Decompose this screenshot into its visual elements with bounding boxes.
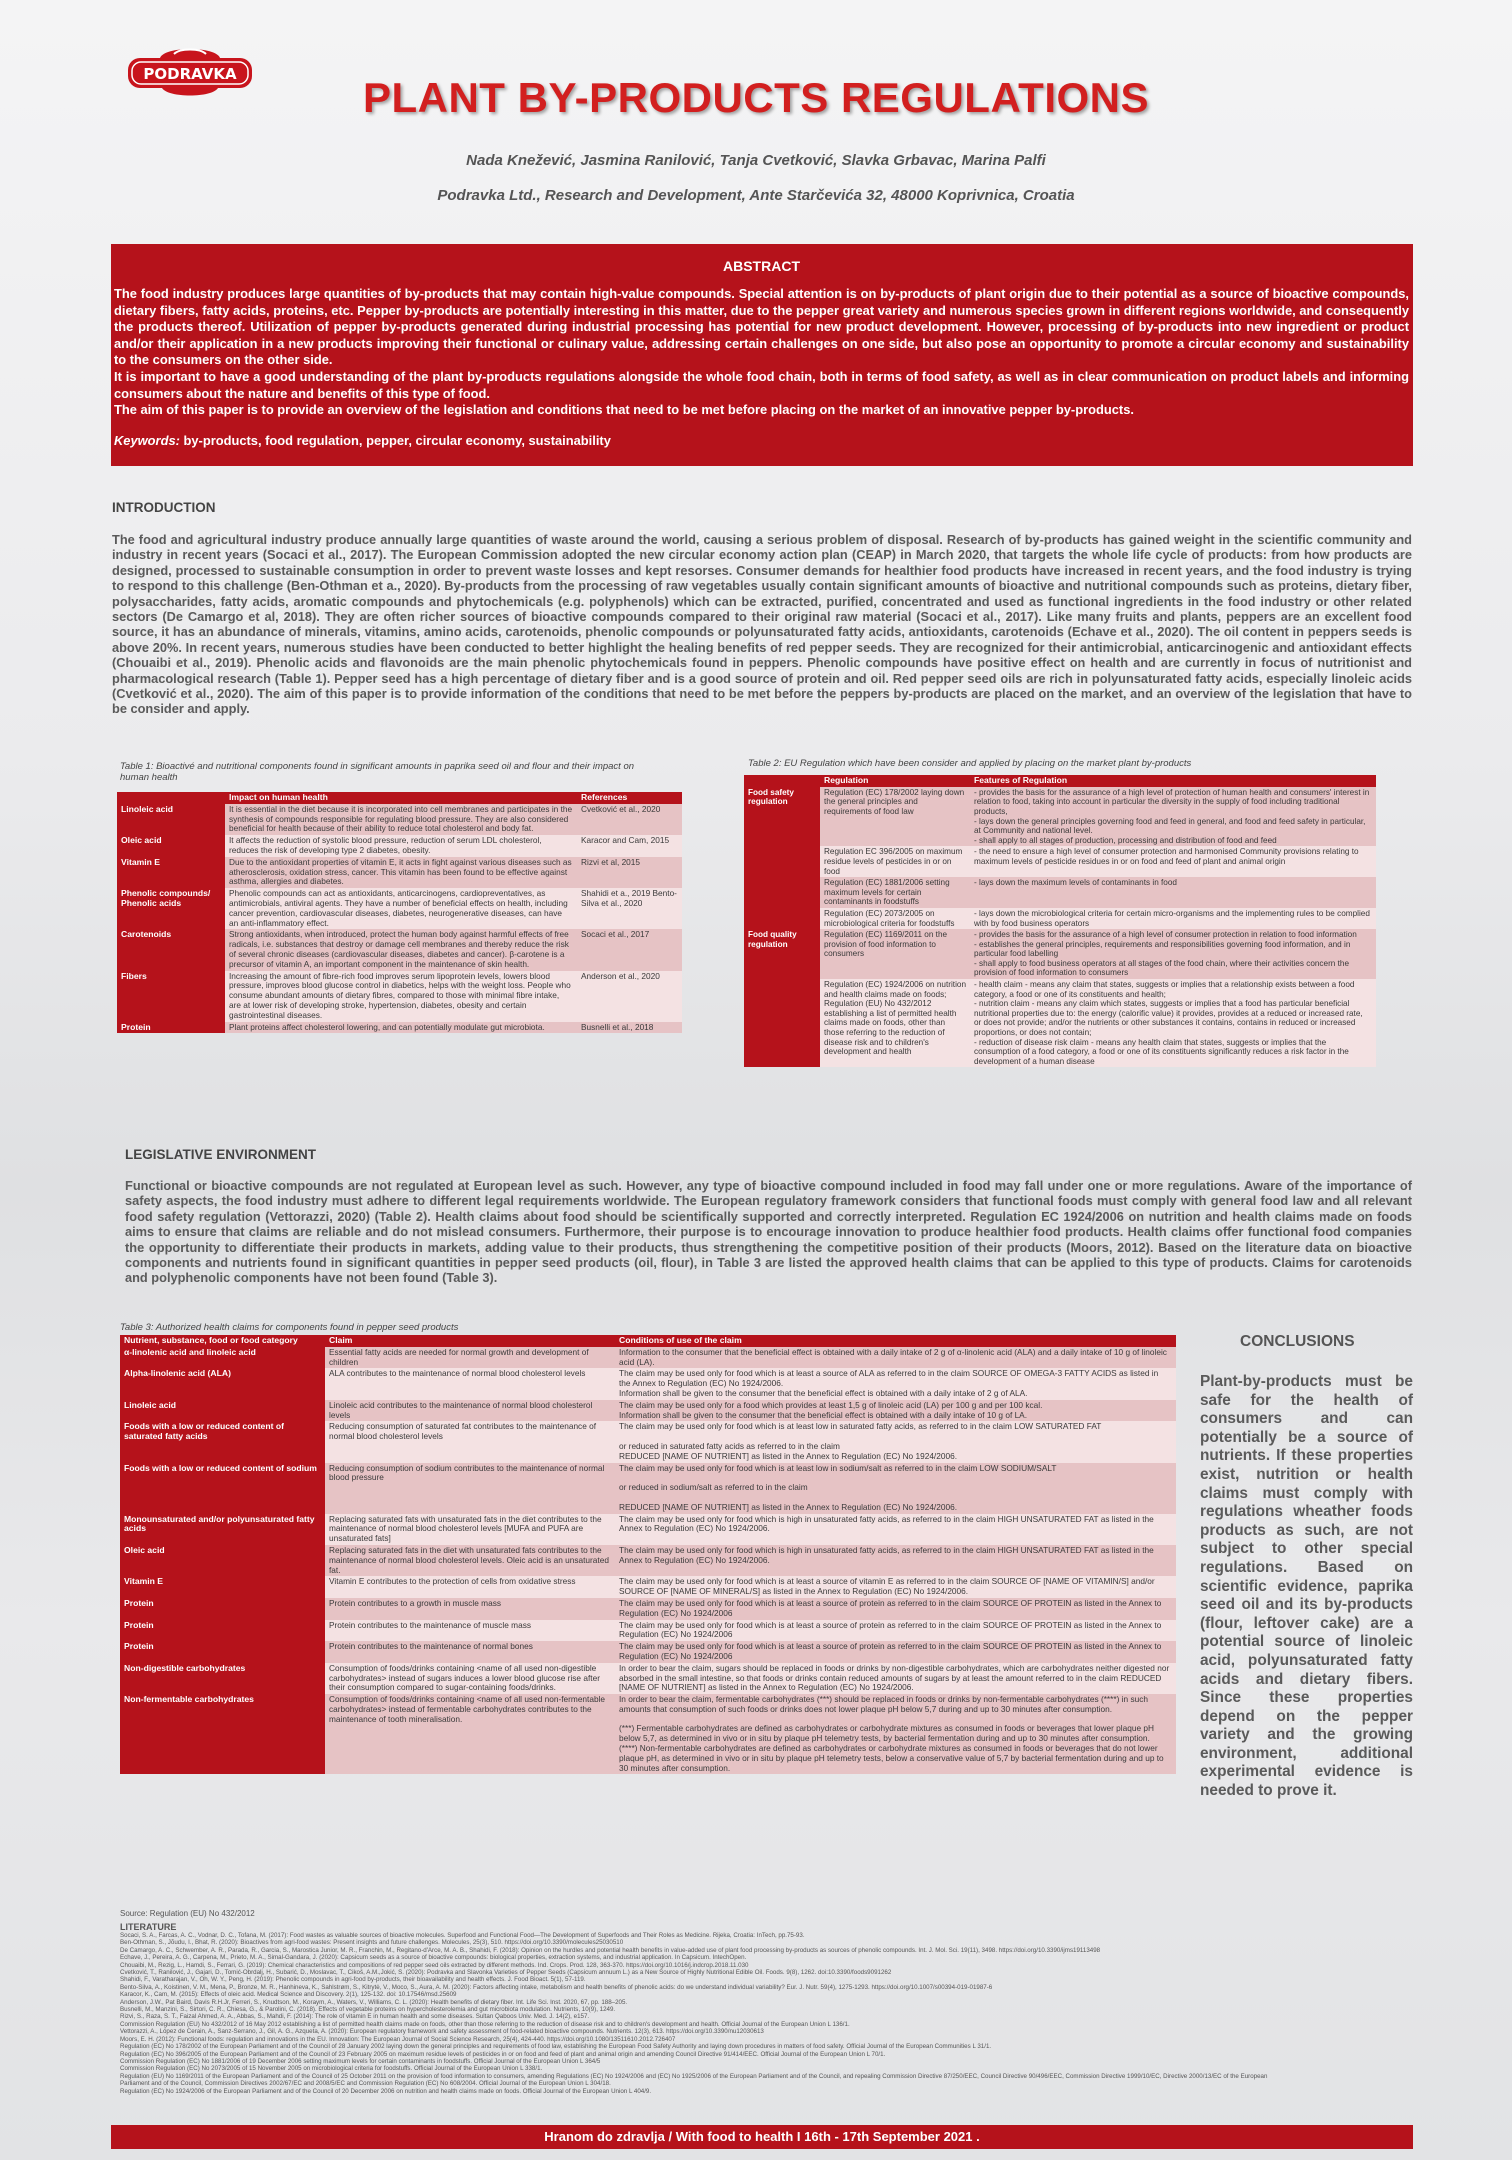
table1-cell: Strong antioxidants, when introduced, protect the human body against harmful effects of free radicals, i.e. substances that destroy or damage cell membranes and thereby reduce the risk of several chronic diseases (cardiovascular diseases, diabetes and cancer). β-carotene is a precursor of vitamin A, an important component in the maintenance of skin health. (225, 929, 577, 970)
table1-cell: Rizvi et al, 2015 (577, 857, 682, 888)
table2-group-cell: Food quality regulation (744, 929, 820, 1067)
table-row (117, 835, 682, 857)
table1-cell: Due to the antioxidant properties of vitamin E, it acts in fight against various diseases such as atherosclerosis, oxidation stress, cancer. This vitamin has been found to be effective against asthma, allergies and diabetes. (225, 857, 577, 888)
keywords-label: Keywords: (114, 432, 180, 448)
table-row (120, 1545, 1176, 1576)
literature-item: Commission Regulation (EC) No 1881/2006 of 19 December 2006 setting maximum levels for certain contaminants in foodstuffs. Official Journal of the European Union L 364/5 (120, 2057, 601, 2065)
table1-header-cell (117, 792, 225, 804)
table2-cell: Regulation (EC) 2073/2005 on microbiological criteria for foodstuffs (820, 908, 970, 929)
table3-header-row (120, 1335, 1176, 1347)
table-row (120, 1663, 1176, 1694)
literature-item: De Camargo, A. C., Schwember, A. R., Parada, R., Garcia, S., Marostica Junior, M. R., Franchin, M., Regitano-d'Arce, M. A. B., Shahidi, F. (2018): Opinion on the hurdles and potential health benefits in value-added use of plant food processing by-products as sources of phenolic compounds. Int. J. Mol. Sci. 19(11), 3498. https://doi.org/10.3390/ijms19113498 (120, 1946, 1101, 1954)
table3-cell: Essential fatty acids are needed for normal growth and development of children (325, 1347, 615, 1369)
table1-cell: Cvetković et al., 2020 (577, 804, 682, 835)
literature-item: Rizvi, S., Raza, S. T., Faizal Ahmed, A. A., Abbas, S., Mahdi, F. (2014): The role of vitamin E in human health and some diseases. Sultan Qaboos Univ. Med. J. 14(2), e157. (120, 2013, 590, 2021)
table3-cell: The claim may be used only for food which is at least low in saturated fatty acids, as referred to in the claim LOW SATURATED FAT or reduced in saturated fatty acids as referred to in the claim REDUCED [NAME OF NUTRIENT] as listed in the Annex to Regulation (EC) No 1924/2006. (615, 1421, 1176, 1462)
table2-cell: - provides the basis for the assurance of a high level of protection of human health and consumers' interest in relation to food, taking into account in particular the diversity in the supply of food including traditional products, - lays down the general principles governing food and feed in general, and food and feed safety in particular, at Community and national level. - shall apply to all stages of production, processing and distribution of food and feed (970, 787, 1376, 847)
table2-cell: Regulation (EC) 1169/2011 on the provision of food information to consumers (820, 929, 970, 979)
table3-cell: Monounsaturated and/or polyunsaturated fatty acids (120, 1514, 325, 1545)
table2-header-cell: Regulation (820, 775, 970, 787)
table2-header-cell (744, 775, 820, 787)
table3-cell: The claim may be used only for food which is high in unsaturated fatty acids, as referred to in the claim HIGH UNSATURATED FAT as listed in the Annex to Regulation (EC) No 1924/2006. (615, 1545, 1176, 1576)
table1-cell: It is essential in the diet because it is incorporated into cell membranes and participates in the synthesis of compounds responsible for regulating blood pressure. They are also considered beneficial for health because of their ability to reduce total cholesterol and body fat. (225, 804, 577, 835)
table3-cell: Linoleic acid contributes to the maintenance of normal blood cholesterol levels (325, 1400, 615, 1422)
table3-cell: The claim may be used only for food which is at least a source of protein as referred to in the claim SOURCE OF PROTEIN as listed in the Annex to Regulation (EC) No 1924/2006 (615, 1598, 1176, 1620)
table2-cell: - health claim - means any claim that states, suggests or implies that a relationship exists between a food category, a food or one of its constituents and health; - nutrition claim - means any claim which states, suggests or implies that a food has particular beneficial nutritional properties due to: the energy (calorific value) it provides, provides at a reduced or increased rate, or does not provide; and/or the nutrients or other substances it contains, contains in reduced or increased proportions, or does not contain; - reduction of disease risk claim - means any health claim that states, suggests or implies that the consumption of a food category, a food or one of its constituents significantly reduces a risk factor in the development of a human disease (970, 979, 1376, 1067)
table3-cell: In order to bear the claim, sugars should be replaced in foods or drinks by non-digestible carbohydrates, which are carbohydrates neither digested nor absorbed in the small intestine, so that foods or drinks contain reduced amounts of sugars by at least the amount referred to in the claim REDUCED [NAME OF NUTRIENT] as listed in the Annex to Regulation (EC) No 1924/2006. (615, 1663, 1176, 1694)
table1-cell: Karacor and Cam, 2015 (577, 835, 682, 857)
table3-cell: Vitamin E contributes to the protection of cells from oxidative stress (325, 1576, 615, 1598)
table-row (744, 929, 1376, 979)
table3-cell: Vitamin E (120, 1576, 325, 1598)
footer-banner: Hranom do zdravlja / With food to health I 16th - 17th September 2021 . (111, 2125, 1413, 2149)
table-row (744, 979, 1376, 1067)
table1-cell: Socaci et al., 2017 (577, 929, 682, 970)
literature-item: Regulation (EU) No 1169/2011 of the European Parliament and of the Council of 25 October 2011 on the provision of food information to consumers, amending Regulations (EC) No 1924/2006 and (EC) No 1925/2006 of the European Parliament and of the Council, and repealing Commission Directive 87/250/EEC, Council Directive 90/496/EEC, Commission Directive 1999/10/EC, Directive 2000/13/EC of the European (120, 2072, 1268, 2080)
table3-cell: The claim may be used only for food which is high in unsaturated fatty acids, as referred to in the claim HIGH UNSATURATED FAT as listed in the Annex to Regulation (EC) No 1924/2006. (615, 1514, 1176, 1545)
table1-caption: Table 1: Bioactivé and nutritional components found in significant amounts in paprika seed oil and flour and their impact on human health (120, 761, 635, 783)
table1-cell: Carotenoids (117, 929, 225, 970)
table-row (120, 1514, 1176, 1545)
table-row (117, 1022, 682, 1034)
table3-cell: Foods with a low or reduced content of sodium (120, 1463, 325, 1514)
table-row (117, 971, 682, 1022)
logo-text: PODRAVKA (143, 65, 237, 83)
table-row (120, 1694, 1176, 1774)
table2-header-cell: Features of Regulation (970, 775, 1376, 787)
literature-item: Socaci, S. A., Farcas, A. C., Vodnar, D. C., Tofana, M. (2017): Food wastes as valuable sources of bioactive molecules. Superfood and Functional Food—The Development of Superfoods and Their Roles as Medicine. Rijeka, Croatia: InTech, pp.75-93. (120, 1932, 805, 1939)
table2-cell: - lays down the maximum levels of contaminants in food (970, 877, 1376, 908)
table1-header-row (117, 792, 682, 804)
table-row (120, 1641, 1176, 1663)
table1-cell: Phenolic compounds/ Phenolic acids (117, 888, 225, 929)
table2-header-row (744, 775, 1376, 787)
table3-cell: Non-fermentable carbohydrates (120, 1694, 325, 1774)
table-row (744, 846, 1376, 877)
table3-cell: Protein contributes to the maintenance of normal bones (325, 1641, 615, 1663)
table2-cell: - provides the basis for the assurance of a high level of consumer protection in relation to food information - establishes the general principles, requirements and responsibilities governing food information, and in particular food labelling - shall apply to food business operators at all stages of the food chain, where their activities concern the provision of food information to consumers (970, 929, 1376, 979)
table3-header-cell: Claim (325, 1335, 615, 1347)
table1-cell: Shahidi et a., 2019 Bento-Silva et al., 2020 (577, 888, 682, 929)
table3-cell: Foods with a low or reduced content of saturated fatty acids (120, 1421, 325, 1462)
literature-item: Echave, J., Pereira, A. G., Carpena, M., Prieto, M. A., Simal-Gandara, J. (2020): Capsicum seeds as a source of bioactive compounds: biological properties, extraction systems, and industrial application. In Capsicum. IntechOpen. (120, 1954, 747, 1962)
table3-cell: Linoleic acid (120, 1400, 325, 1422)
table-row (120, 1463, 1176, 1514)
table3-caption: Table 3: Authorized health claims for components found in pepper seed products (120, 1322, 459, 1333)
table3-cell: ALA contributes to the maintenance of normal blood cholesterol levels (325, 1368, 615, 1399)
table1-cell: Anderson et al., 2020 (577, 971, 682, 1022)
table3-cell: Non-digestible carbohydrates (120, 1663, 325, 1694)
conclusions-text: Plant-by-products must be safe for the health of consumers and can potentially be a source of nutrients. If these properties exist, nutrition or health claims must comply with regulations wheather foods products as such, are not subject to other special regulations. Based on scientific evidence, paprika seed oil and its by-products (flour, leftover cake) are a potential source of linoleic acid, polyunsaturated fatty acids and dietary fibers. Since these properties depend on the pepper variety and the growing environment, additional experimental evidence is needed to prove it. (1200, 1373, 1413, 1800)
table1-cell: Phenolic compounds can act as antioxidants, anticarcinogens, cardiopreventatives, as antimicrobials, antiviral agents. They have a number of beneficial effects on health, including cancer prevention, cardiovascular diseases, diabetes, neurogenerative diseases, can have an anti-inflammatory effect. (225, 888, 577, 929)
table3-cell: The claim may be used only for food which is at least a source of protein as referred to in the claim SOURCE OF PROTEIN as listed in the Annex to Regulation (EC) No 1924/2006 (615, 1641, 1176, 1663)
authors: Nada Knežević, Jasmina Ranilović, Tanja Cvetković, Slavka Grbavac, Marina Palfi (466, 152, 1046, 169)
abstract-heading: ABSTRACT (723, 258, 800, 274)
table-row (120, 1598, 1176, 1620)
abstract-paragraph-1: The food industry produces large quantities of by-products that may contain high-value compounds. Special attention is on by-products of plant origin due to their potential as a source of bioactive compounds, dietary fibers, fatty acids, proteins, etc. Pepper by-products are potentially interesting in this matter, due to the pepper great variety and numerous species grown in different regions worldwide, and consequently the products thereof. Utilization of pepper by-products generated during industrial processing has potential for new product development. However, processing of by-products into new ingredient or product and/or their application in a new products improving their functional or culinary value, addressing certain challenges on one side, but also pose an opportunity to promote a circular economy and sustainability to the consumers on the other side. (114, 286, 1409, 368)
legislative-heading: LEGISLATIVE ENVIRONMENT (125, 1147, 317, 1162)
table3-cell: Protein (120, 1598, 325, 1620)
literature-item: Busnelli, M., Manzini, S., Sirtori, C. R., Chiesa, G., & Parolini, C. (2018). Effects of vegetable proteins on hypercholesterolemia and gut microbiota modulation. Nutrients, 10(9), 1249. (120, 2006, 616, 2014)
table-row (120, 1400, 1176, 1422)
table2-cell: Regulation (EC) 1881/2006 setting maximum levels for certain contaminants in foodstuffs (820, 877, 970, 908)
introduction-text: The food and agricultural industry produce annually large quantities of waste around the world, causing a serious problem of disposal. Research of by-products has gained weight in the scientific community and industry in recent years (Socaci et al., 2017). The European Commission adopted the new circular economy action plan (CEAP) in March 2020, that targets the whole life cycle of products: from how products are designed, processed to sustainable consumption in order to prevent waste losses and kept resorses. Consumer demands for healthier food products have increased in recent years, and the food industry is trying to respond to this challenge (Ben-Othman et a., 2020). By-products from the processing of raw vegetables usually contain significant amounts of bioactive and nutritional compounds such as proteins, dietary fiber, polysaccharides, fatty acids, aromatic compounds and phytochemicals (e.g. polyphenols) which can be extracted, purified, concentrated and used as functional ingredients in the food industry or other related sectors (De Camargo et al, 2018). They are often richer sources of bioactive compounds compared to their original raw material (Socaci et al., 2017). Like many fruits and plants, peppers are an excellent food source, it has an abundance of minerals, vitamins, amino acids, carotenoids, phenolic compounds or polyunsaturated fatty acids, antioxidants, carotenoids (Echave et al., 2020). The oil content in peppers seeds is above 20%. In recent years, numerous studies have been conducted to better highlight the healing benefits of red pepper seeds. They are recognized for their antimicrobial, anticarcinogenic and antioxidant effects (Chouaibi et al., 2019). Phenolic acids and flavonoids are the main phenolic phytochemicals found in peppers. Phenolic compounds have positive effect on health and are currently in focus of nutritionist and pharmacological research (Table 1). Pepper seed has a high percentage of dietary fiber and is a good source of protein and oil. Red pepper seed oils are rich in polyunsaturated fatty acids, especially linoleic acids (Cvetković et al., 2020). The aim of this paper is to provide information of the conditions that need to be met before the peppers by-products are placed on the market, and an overview of the legislation that have to be consider and apply. (112, 532, 1412, 717)
table-row (744, 877, 1376, 908)
introduction-heading: INTRODUCTION (112, 500, 216, 515)
table3-header-cell: Nutrient, substance, food or food category (120, 1335, 325, 1347)
table2-cell: - lays down the microbiological criteria for certain micro-organisms and the implementing rules to be complied with by food business operators (970, 908, 1376, 929)
table3-cell: Replacing saturated fats with unsaturated fats in the diet contributes to the maintenance of normal blood cholesterol levels [MUFA and PUFA are unsaturated fats] (325, 1514, 615, 1545)
literature-heading: LITERATURE (120, 1922, 177, 1932)
abstract-keywords (114, 433, 1409, 450)
table-row (117, 804, 682, 835)
legislative-text: Functional or bioactive compounds are not regulated at European level as such. However, any type of bioactive compound included in food may fall under one or more regulations. Aware of the importance of safety aspects, the food industry must adhere to different legal requirements worldwide. The European regulatory framework considers that functional foods must comply with general food law and all relevant food safety regulation (Vettorazzi, 2020) (Table 2). Health claims about food should be scientifically supported and correctly interpreted. Regulation EC 1924/2006 on nutrition and health claims made on foods aims to ensure that claims are reliable and do not mislead consumers. Furthermore, their purpose is to encourage innovation to produce healthier food products. Health claims offer functional food companies the opportunity to differentiate their products in markets, adding value to their products, thus strengthening the competitive position of their products (Moors, 2012). Based on the literature data on bioactive components and nutrients found in significant quantities in pepper seed products (oil, flour), in Table 3 are listed the approved health claims that can be applied to this type of products. Claims for carotenoids and polyphenolic components have not been found (Table 3). (125, 1178, 1412, 1286)
table2-cell: - the need to ensure a high level of consumer protection and harmonised Community provisions relating to maximum levels of pesticide residues in or on food and feed of plant and animal origin (970, 846, 1376, 877)
table-row (120, 1620, 1176, 1642)
table2-cell: Regulation (EC) 1924/2006 on nutrition and health claims made on foods; Regulation (EU) No 432/2012 establishing a list of permitted health claims made on foods, other than those referring to the reduction of disease risk and to children's development and health (820, 979, 970, 1067)
literature-item: Karacor, K., Cam, M. (2015): Effects of oleic acid. Medical Science and Discovery. 2(1), 125-132. doi: 10.17546/msd.25609 (120, 1991, 457, 1999)
table1-header-cell: Impact on human health (225, 792, 577, 804)
affiliation: Podravka Ltd., Research and Development, Ante Starčevića 32, 48000 Koprivnica, Croatia (437, 187, 1075, 204)
table3-cell: Oleic acid (120, 1545, 325, 1576)
table-row (120, 1421, 1176, 1462)
table1-cell: Fibers (117, 971, 225, 1022)
abstract-paragraph-3: The aim of this paper is to provide an overview of the legislation and conditions that need to be met before placing on the market of an innovative pepper by-products. (114, 402, 1134, 418)
literature-item: Regulation (EC) No 396/2005 of the European Parliament and of the Council of 23 February 2005 on maximum residue levels of pesticides in or on food and feed of plant and animal origin and amending Council Directive 91/414/EEC. Official Journal of the European Union L 70/1. (120, 2050, 886, 2058)
literature-item: Ben-Othman, S., Jõudu, I., Bhat, R. (2020): Bioactives from agri-food wastes: Present insights and future challenges. Molecules, 25(3), 510. https://doi.org/10.3390/molecules25030510 (120, 1939, 624, 1947)
table-row (117, 888, 682, 929)
literature-item: Cvetković, T., Ranilović, J., Gajari, D., Tomić-Obrdalj, H., Šubarić, D., Moslavac, T., Cikoš, A.M.,Jokić, S. (2020): Podravka and Slavonka Varieties of Pepper Seeds (Capsicum annuum L.) as a New Source of Highly Nutritional Edible Oil. Foods. 9(8), 1262. doi:10.3390/foods9091262 (120, 1969, 892, 1977)
literature-list (120, 1932, 1410, 2095)
poster-title: PLANT BY-PRODUCTS REGULATIONS (362, 74, 1150, 121)
table3-cell: The claim may be used only for food which is at least low in sodium/salt as referred to in the claim LOW SODIUM/SALT or reduced in sodium/salt as referred to in the claim REDUCED [NAME OF NUTRIENT] as listed in the Annex to Regulation (EC) No 1924/2006. (615, 1463, 1176, 1514)
table1-cell: Linoleic acid (117, 804, 225, 835)
table3-cell: Protein contributes to a growth in muscle mass (325, 1598, 615, 1620)
literature-item: Moors, E. H. (2012): Functional foods: regulation and innovations in the EU. Innovation: The European Journal of Social Science Research, 25(4), 424-440. https://doi.org/10.1080/13511610.2012.726407 (120, 2035, 676, 2043)
literature-item: Anderson, J.W., Pat Baird, Davis R.H.Jr, Ferreri, S., Knudtson, M., Koraym, A., Waters, V., Williams, C. L. (2020): Health benefits of dietary fiber. Int. Life Sci. Inst. 2020, 67, pp. 188–205. (120, 1998, 628, 2006)
table1-cell: Increasing the amount of fibre-rich food improves serum lipoprotein levels, lowers blood pressure, improves blood glucose control in diabetics, helps with the weight loss. People who consume abundant amounts of dietary fibres, compared to those with minimal fibre intake, are at lower risk of developing stroke, hypertension, diabetes, obesity and certain gastrointestinal diseases. (225, 971, 577, 1022)
table1-cell: Oleic acid (117, 835, 225, 857)
table-row (117, 929, 682, 970)
table-row (744, 908, 1376, 929)
literature-item: Commission Regulation (EC) No 2073/2005 of 15 November 2005 on microbiological criteria for foodstuffs. Official Journal of the European Union L 338/1. (120, 2065, 543, 2073)
table3-cell: Consumption of foods/drinks containing <name of all used non-digestible carbohydrates> instead of sugars induces a lower blood glucose rise after their consumption compared to sugar-containing foods/drinks. (325, 1663, 615, 1694)
table2-caption: Table 2: EU Regulation which have been consider and applied by placing on the market plant by-products (748, 758, 1192, 769)
table3-cell: α-linolenic acid and linoleic acid (120, 1347, 325, 1369)
literature-item: Commission Regulation (EU) No 432/2012 of 16 May 2012 establishing a list of permitted health claims made on foods, other than those referring to the reduction of disease risk and to children's development and health. Official Journal of the European Union L 136/1. (120, 2020, 850, 2028)
abstract-box (111, 244, 1413, 466)
abstract-paragraph-2: It is important to have a good understanding of the plant by-products regulations alongside the whole food chain, both in terms of food safety, as well as in clear communication on product labels and informing consumers about the nature and benefits of this type of food. (114, 368, 1409, 401)
table-row (744, 787, 1376, 847)
literature-item: Regulation (EC) No 178/2002 of the European Parliament and of the Council of 28 January 2002 laying down the general principles and requirements of food law, establishing the European Food Safety Authority and laying down procedures in matters of food safety. Official Journal of the European Communities L 31/1. (120, 2043, 992, 2051)
table3-cell: Reducing consumption of sodium contributes to the maintenance of normal blood pressure (325, 1463, 615, 1514)
keywords-text: by-products, food regulation, pepper, circular economy, sustainability (179, 432, 611, 448)
table2-cell: Regulation EC 396/2005 on maximum residue levels of pesticides in or on food (820, 846, 970, 877)
table3-cell: The claim may be used only for food which is at least a source of vitamin E as referred to in the claim SOURCE OF [NAME OF VITAMIN/S] and/or SOURCE OF [NAME OF MINERAL/S] as listed in the Annex to Regulation (EC) No 1924/2006. (615, 1576, 1176, 1598)
literature-item: Shahidi, F., Varatharajan, V., Oh, W. Y., Peng, H. (2019): Phenolic compounds in agri-food by-products, their bioavailability and health effects. J. Food Bioact. 5(1), 57-119. (120, 1976, 586, 1984)
table1-header-cell: References (577, 792, 682, 804)
table-row (120, 1347, 1176, 1369)
table-row (120, 1576, 1176, 1598)
table3-cell: In order to bear the claim, fermentable carbohydrates (***) should be replaced in foods or drinks by non-fermentable carbohydrates (****) in such amounts that consumption of such foods or drinks does not lower plaque pH below 5,7 during and up to 30 minutes after consumption. (***) Fermentable carbohydrates are defined as carbohydrates or carbohydrate mixtures as consumed in foods or beverages that lower plaque pH below 5,7, as determined in vivo or in situ by plaque pH telemetry tests, by bacterial fermentation during and up to 30 minutes after consumption. (****) Non-fermentable carbohydrates are defined as carbohydrates or carbohydrate mixtures as consumed in foods or beverages that do not lower plaque pH, as determined in vivo or in situ by plaque pH telemetry tests, below a conservative value of 5,7 by bacterial fermentation during and up to 30 minutes after consumption. (615, 1694, 1176, 1774)
table1-cell: It affects the reduction of systolic blood pressure, reduction of serum LDL cholesterol, reduces the risk of developing type 2 diabetes, obesity. (225, 835, 577, 857)
table1-cell: Protein (117, 1022, 225, 1034)
table2-cell: Regulation (EC) 178/2002 laying down the general principles and requirements of food law (820, 787, 970, 847)
table3-cell: Information to the consumer that the beneficial effect is obtained with a daily intake of 2 g of α-linolenic acid (ALA) and a daily intake of 10 g of linoleic acid (LA). (615, 1347, 1176, 1369)
table-row (120, 1368, 1176, 1399)
table-row (117, 857, 682, 888)
table3-cell: The claim may be used only for food which is at least a source of protein as referred to in the claim SOURCE OF PROTEIN as listed in the Annex to Regulation (EC) No 1924/2006 (615, 1620, 1176, 1642)
literature-item: Bento-Silva, A., Koistinen, V. M., Mena, P., Bronze, M. R., Hanhineva, K., Sahlstrøm, S., Kitrytė, V., Moco, S., Aura, A. M. (2020): Factors affecting intake, metabolism and health benefits of phenolic acids: do we understand individual variability? Eur. J. Nutr. 59(4), 1275-1293. https://doi.org/10.1007/s00394-019-01987-6 (120, 1983, 993, 1991)
table2-group-cell: Food safety regulation (744, 787, 820, 929)
table1 (117, 792, 682, 1033)
table1-cell: Vitamin E (117, 857, 225, 888)
table3-cell: The claim may be used only for food which is at least a source of ALA as referred to in the claim SOURCE OF OMEGA-3 FATTY ACIDS as listed in the Annex to Regulation (EC) No 1924/2006. Information shall be given to the consumer that the beneficial effect is obtained with a daily intake of 2 g of ALA. (615, 1368, 1176, 1399)
table3-source: Source: Regulation (EU) No 432/2012 (120, 1909, 255, 1918)
literature-item: Parliament and of the Council, Commission Directives 2002/67/EC and 2008/5/EC and Commission Regulation (EC) No 608/2004. Official Journal of the European Union L 304/18. (120, 2080, 611, 2088)
table3-cell: Consumption of foods/drinks containing <name of all used non-fermentable carbohydrates> instead of fermentable carbohydrates contributes to the maintenance of tooth mineralisation. (325, 1694, 615, 1774)
table3-cell: Protein contributes to the maintenance of muscle mass (325, 1620, 615, 1642)
table3-cell: Alpha-linolenic acid (ALA) (120, 1368, 325, 1399)
table3-cell: Protein (120, 1641, 325, 1663)
table1-cell: Busnelli et al., 2018 (577, 1022, 682, 1034)
literature-item: Regulation (EC) No 1924/2006 of the European Parliament and of the Council of 20 December 2006 on nutrition and health claims made on foods. Official Journal of the European Union L 404/9. (120, 2087, 652, 2095)
table2 (744, 775, 1376, 1067)
conclusions-heading: CONCLUSIONS (1240, 1333, 1355, 1350)
table3-cell: Replacing saturated fats in the diet with unsaturated fats contributes to the maintenance of normal blood cholesterol levels. Oleic acid is an unsaturated fat. (325, 1545, 615, 1576)
literature-item: Chouaibi, M., Rezig, L., Hamdi, S., Ferrari, G. (2019): Chemical characteristics and compositions of red pepper seed oils extracted by different methods. Ind. Crops. Prod. 128, 363-370. https://doi.org/10.1016/j.indcrop.2018.11.030 (120, 1961, 749, 1969)
table3-header-cell: Conditions of use of the claim (615, 1335, 1176, 1347)
table3 (120, 1335, 1176, 1774)
table3-cell: Protein (120, 1620, 325, 1642)
table3-cell: The claim may be used only for a food which provides at least 1,5 g of linoleic acid (LA) per 100 g and per 100 kcal. Information shall be given to the consumer that the beneficial effect is obtained with a daily intake of 10 g of LA. (615, 1400, 1176, 1422)
literature-item: Vettorazzi, A., López de Cerain, A., Sanz-Serrano, J., Gil, A. G., Azqueta, A. (2020): European regulatory framework and safety assessment of food-related bioactive compounds. Nutrients. 12(3), 613. https://doi.org/10.3390/nu12030613 (120, 2028, 764, 2036)
table1-cell: Plant proteins affect cholesterol lowering, and can potentially modulate gut microbiota. (225, 1022, 577, 1034)
table3-cell: Reducing consumption of saturated fat contributes to the maintenance of normal blood cholesterol levels (325, 1421, 615, 1462)
